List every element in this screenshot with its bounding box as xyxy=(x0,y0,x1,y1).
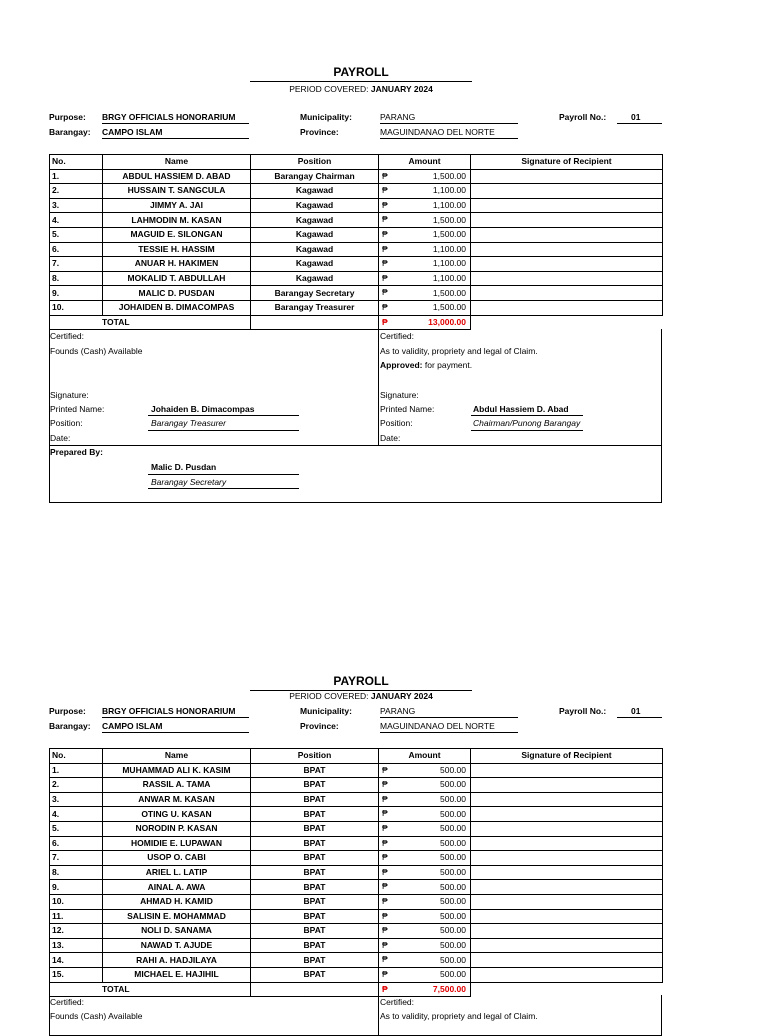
treasurer-position-line xyxy=(148,430,299,431)
amount-cell xyxy=(379,169,471,184)
table-row xyxy=(50,271,663,286)
province-label: Province: xyxy=(300,127,339,137)
amount-cell xyxy=(379,909,471,924)
amount-value: 500.00 xyxy=(440,852,466,863)
approved-line xyxy=(380,360,472,370)
total-amount: 7,500.00 xyxy=(432,983,466,994)
table-row xyxy=(50,821,663,836)
amount-value: 500.00 xyxy=(440,837,466,848)
recipient-position: Kagawad xyxy=(251,257,379,272)
recipient-position: BPAT xyxy=(251,880,379,895)
total-position-cell xyxy=(251,315,379,330)
peso-sign: ₱ xyxy=(382,983,388,994)
signature-cell[interactable] xyxy=(471,909,663,924)
signature-cell[interactable] xyxy=(471,924,663,939)
chairman-name: Abdul Hassiem D. Abad xyxy=(473,404,569,414)
recipient-position: BPAT xyxy=(251,792,379,807)
recipient-position: BPAT xyxy=(251,836,379,851)
table-row xyxy=(50,763,663,778)
amount-value: 1,500.00 xyxy=(432,170,466,181)
recipient-position: Barangay Chairman xyxy=(251,169,379,184)
purpose-value: BRGY OFFICIALS HONORARIUM xyxy=(102,112,249,124)
title-underline xyxy=(250,81,472,82)
header-no: No. xyxy=(50,155,103,170)
province-value: MAGUINDANAO DEL NORTE xyxy=(380,127,518,139)
recipient-name: AHMAD H. KAMID xyxy=(103,894,251,909)
recipient-position: BPAT xyxy=(251,953,379,968)
recipient-name: ANWAR M. KASAN xyxy=(103,792,251,807)
amount-cell xyxy=(379,851,471,866)
secretary-position-line xyxy=(148,488,299,489)
amount-cell xyxy=(379,880,471,895)
barangay-label: Barangay: xyxy=(49,721,91,731)
payroll-no-label: Payroll No.: xyxy=(559,706,607,716)
payroll-title: PAYROLL xyxy=(333,674,389,688)
signature-cell[interactable] xyxy=(471,807,663,822)
secretary-name: Malic D. Pusdan xyxy=(151,462,217,472)
recipient-position: BPAT xyxy=(251,778,379,793)
amount-cell xyxy=(379,778,471,793)
amount-cell xyxy=(379,227,471,242)
row-number: 1. xyxy=(50,169,103,184)
peso-sign: ₱ xyxy=(382,895,388,906)
amount-value: 1,500.00 xyxy=(432,302,466,313)
amount-value: 500.00 xyxy=(440,764,466,775)
recipient-position: Kagawad xyxy=(251,184,379,199)
row-number: 2. xyxy=(50,778,103,793)
amount-cell xyxy=(379,836,471,851)
peso-sign: ₱ xyxy=(382,316,388,327)
peso-sign: ₱ xyxy=(382,199,388,210)
row-number: 3. xyxy=(50,792,103,807)
signature-cell[interactable] xyxy=(471,213,663,228)
payroll-no-value: 01 xyxy=(617,706,662,718)
peso-sign: ₱ xyxy=(382,939,388,950)
payroll-no-value: 01 xyxy=(617,112,662,124)
peso-sign: ₱ xyxy=(382,243,388,254)
recipient-name: HUSSAIN T. SANGCULA xyxy=(103,184,251,199)
amount-cell xyxy=(379,286,471,301)
right-certified: Certified: xyxy=(380,997,415,1007)
recipient-name: RAHI A. HADJILAYA xyxy=(103,953,251,968)
signature-cell[interactable] xyxy=(471,286,663,301)
row-number: 13. xyxy=(50,938,103,953)
row-number: 12. xyxy=(50,924,103,939)
row-number: 8. xyxy=(50,865,103,880)
recipient-name: HOMIDIE E. LUPAWAN xyxy=(103,836,251,851)
amount-cell xyxy=(379,763,471,778)
recipient-name: MAGUID E. SILONGAN xyxy=(103,227,251,242)
recipient-position: BPAT xyxy=(251,924,379,939)
recipient-name: NOLI D. SANAMA xyxy=(103,924,251,939)
left-certified: Certified: xyxy=(50,331,85,341)
row-number: 8. xyxy=(50,271,103,286)
left-certified: Certified: xyxy=(50,997,85,1007)
header-position: Position xyxy=(251,155,379,170)
amount-value: 500.00 xyxy=(440,808,466,819)
prepared-by-label: Prepared By: xyxy=(50,447,103,457)
table-row xyxy=(50,924,663,939)
amount-value: 500.00 xyxy=(440,779,466,790)
right-date-label: Date: xyxy=(380,433,401,443)
total-label-text: TOTAL xyxy=(102,983,130,994)
payroll-rows xyxy=(50,169,663,330)
peso-sign: ₱ xyxy=(382,779,388,790)
signature-cell[interactable] xyxy=(471,763,663,778)
table-row xyxy=(50,184,663,199)
signature-cell[interactable] xyxy=(471,821,663,836)
purpose-value: BRGY OFFICIALS HONORARIUM xyxy=(102,706,249,718)
approved-text: for payment. xyxy=(422,360,473,370)
table-row xyxy=(50,909,663,924)
header-position: Position xyxy=(251,749,379,764)
header-signature: Signature of Recipient xyxy=(471,155,663,170)
left-position-label: Position: xyxy=(50,418,83,428)
period-covered xyxy=(250,691,472,701)
amount-value: 500.00 xyxy=(440,881,466,892)
recipient-position: BPAT xyxy=(251,763,379,778)
signature-cell[interactable] xyxy=(471,967,663,982)
row-number: 4. xyxy=(50,807,103,822)
municipality-label: Municipality: xyxy=(300,112,352,122)
recipient-position: Barangay Secretary xyxy=(251,286,379,301)
amount-value: 1,100.00 xyxy=(432,200,466,211)
table-row xyxy=(50,792,663,807)
amount-cell xyxy=(379,213,471,228)
amount-cell xyxy=(379,924,471,939)
signature-cell[interactable] xyxy=(471,938,663,953)
header-amount: Amount xyxy=(379,155,471,170)
table-row xyxy=(50,807,663,822)
peso-sign: ₱ xyxy=(382,287,388,298)
amount-value: 1,100.00 xyxy=(432,258,466,269)
recipient-name: MOKALID T. ABDULLAH xyxy=(103,271,251,286)
signature-cell[interactable] xyxy=(471,851,663,866)
amount-value: 500.00 xyxy=(440,925,466,936)
peso-sign: ₱ xyxy=(382,170,388,181)
total-amount-cell xyxy=(379,315,471,330)
recipient-name: LAHMODIN M. KASAN xyxy=(103,213,251,228)
row-number: 11. xyxy=(50,909,103,924)
recipient-position: Kagawad xyxy=(251,213,379,228)
recipient-position: Kagawad xyxy=(251,227,379,242)
right-printed-name-label: Printed Name: xyxy=(380,404,435,414)
amount-value: 1,100.00 xyxy=(432,273,466,284)
amount-value: 500.00 xyxy=(440,867,466,878)
amount-value: 500.00 xyxy=(440,969,466,980)
table-row xyxy=(50,967,663,982)
peso-sign: ₱ xyxy=(382,837,388,848)
amount-value: 500.00 xyxy=(440,910,466,921)
peso-sign: ₱ xyxy=(382,185,388,196)
total-blank xyxy=(471,315,663,330)
recipient-position: Kagawad xyxy=(251,271,379,286)
signature-cell[interactable] xyxy=(471,257,663,272)
treasurer-name-line xyxy=(148,415,299,416)
amount-value: 500.00 xyxy=(440,954,466,965)
right-position-label: Position: xyxy=(380,418,413,428)
peso-sign: ₱ xyxy=(382,764,388,775)
signature-cell[interactable] xyxy=(471,880,663,895)
amount-value: 500.00 xyxy=(440,940,466,951)
recipient-position: BPAT xyxy=(251,909,379,924)
period-label: PERIOD COVERED: xyxy=(289,691,371,701)
municipality-value: PARANG xyxy=(380,706,518,718)
amount-cell xyxy=(379,807,471,822)
amount-value: 500.00 xyxy=(440,794,466,805)
row-number: 3. xyxy=(50,198,103,213)
amount-cell xyxy=(379,894,471,909)
municipality-value: PARANG xyxy=(380,112,518,124)
table-row xyxy=(50,213,663,228)
table-row xyxy=(50,227,663,242)
peso-sign: ₱ xyxy=(382,214,388,225)
peso-sign: ₱ xyxy=(382,301,388,312)
peso-sign: ₱ xyxy=(382,925,388,936)
recipient-name: SALISIN E. MOHAMMAD xyxy=(103,909,251,924)
barangay-label: Barangay: xyxy=(49,127,91,137)
recipient-name: MUHAMMAD ALI K. KASIM xyxy=(103,763,251,778)
certification-divider xyxy=(378,995,379,1035)
purpose-label: Purpose: xyxy=(49,112,86,122)
total-label-text: TOTAL xyxy=(102,316,130,327)
recipient-position: Kagawad xyxy=(251,198,379,213)
secretary-name-line xyxy=(148,474,299,475)
row-number: 9. xyxy=(50,286,103,301)
row-number: 9. xyxy=(50,880,103,895)
recipient-position: BPAT xyxy=(251,807,379,822)
signature-cell[interactable] xyxy=(471,894,663,909)
peso-sign: ₱ xyxy=(382,258,388,269)
purpose-label: Purpose: xyxy=(49,706,86,716)
row-number: 15. xyxy=(50,967,103,982)
table-row xyxy=(50,851,663,866)
barangay-value: CAMPO ISLAM xyxy=(102,127,249,139)
amount-cell xyxy=(379,300,471,315)
recipient-name: MALIC D. PUSDAN xyxy=(103,286,251,301)
validity-text: As to validity, propriety and legal of Claim. xyxy=(380,346,538,356)
row-number: 10. xyxy=(50,300,103,315)
table-row xyxy=(50,938,663,953)
amount-cell xyxy=(379,938,471,953)
table-row xyxy=(50,169,663,184)
table-row xyxy=(50,880,663,895)
recipient-name: OTING U. KASAN xyxy=(103,807,251,822)
funds-available: Founds (Cash) Available xyxy=(50,346,143,356)
header-signature: Signature of Recipient xyxy=(471,749,663,764)
amount-value: 500.00 xyxy=(440,823,466,834)
peso-sign: ₱ xyxy=(382,968,388,979)
table-row xyxy=(50,778,663,793)
header-name: Name xyxy=(103,749,251,764)
peso-sign: ₱ xyxy=(382,866,388,877)
header-amount: Amount xyxy=(379,749,471,764)
header-name: Name xyxy=(103,155,251,170)
recipient-name: AINAL A. AWA xyxy=(103,880,251,895)
peso-sign: ₱ xyxy=(382,910,388,921)
signature-cell[interactable] xyxy=(471,169,663,184)
row-number: 4. xyxy=(50,213,103,228)
recipient-position: BPAT xyxy=(251,967,379,982)
amount-value: 1,100.00 xyxy=(432,243,466,254)
recipient-position: Kagawad xyxy=(251,242,379,257)
signature-cell[interactable] xyxy=(471,778,663,793)
recipient-name: ARIEL L. LATIP xyxy=(103,865,251,880)
row-number: 6. xyxy=(50,242,103,257)
amount-cell xyxy=(379,865,471,880)
amount-cell xyxy=(379,967,471,982)
peso-sign: ₱ xyxy=(382,272,388,283)
table-row xyxy=(50,198,663,213)
chairman-position-line xyxy=(471,430,583,431)
total-label xyxy=(50,315,251,330)
recipient-name: MICHAEL E. HAJIHIL xyxy=(103,967,251,982)
row-number: 14. xyxy=(50,953,103,968)
row-number: 2. xyxy=(50,184,103,199)
amount-value: 1,500.00 xyxy=(432,287,466,298)
period-value: JANUARY 2024 xyxy=(370,691,433,701)
amount-value: 1,100.00 xyxy=(432,185,466,196)
row-number: 1. xyxy=(50,763,103,778)
table-row xyxy=(50,836,663,851)
signature-cell[interactable] xyxy=(471,836,663,851)
row-number: 5. xyxy=(50,821,103,836)
row-number: 7. xyxy=(50,257,103,272)
amount-cell xyxy=(379,953,471,968)
period-label: PERIOD COVERED: xyxy=(289,84,371,94)
table-row xyxy=(50,242,663,257)
amount-cell xyxy=(379,821,471,836)
payroll-table xyxy=(49,154,663,330)
municipality-label: Municipality: xyxy=(300,706,352,716)
signature-cell[interactable] xyxy=(471,792,663,807)
secretary-position: Barangay Secretary xyxy=(151,477,227,487)
amount-value: 500.00 xyxy=(440,896,466,907)
recipient-name: JIMMY A. JAI xyxy=(103,198,251,213)
row-number: 7. xyxy=(50,851,103,866)
funds-available: Founds (Cash) Available xyxy=(50,1011,143,1021)
recipient-name: TESSIE H. HASSIM xyxy=(103,242,251,257)
peso-sign: ₱ xyxy=(382,954,388,965)
validity-text: As to validity, propriety and legal of Claim. xyxy=(380,1011,538,1021)
row-number: 5. xyxy=(50,227,103,242)
amount-cell xyxy=(379,271,471,286)
signature-cell[interactable] xyxy=(471,242,663,257)
period-covered xyxy=(250,84,472,94)
peso-sign: ₱ xyxy=(382,793,388,804)
row-number: 6. xyxy=(50,836,103,851)
total-row xyxy=(50,315,663,330)
chairman-name-line xyxy=(471,415,583,416)
table-row xyxy=(50,894,663,909)
table-row xyxy=(50,953,663,968)
recipient-name: JOHAIDEN B. DIMACOMPAS xyxy=(103,300,251,315)
recipient-name: ABDUL HASSIEM D. ABAD xyxy=(103,169,251,184)
amount-value: 1,500.00 xyxy=(432,229,466,240)
right-signature-label: Signature: xyxy=(380,390,419,400)
peso-sign: ₱ xyxy=(382,808,388,819)
period-value: JANUARY 2024 xyxy=(370,84,433,94)
payroll-no-label: Payroll No.: xyxy=(559,112,607,122)
amount-value: 1,500.00 xyxy=(432,214,466,225)
recipient-position: BPAT xyxy=(251,894,379,909)
recipient-position: BPAT xyxy=(251,865,379,880)
province-label: Province: xyxy=(300,721,339,731)
signature-cell[interactable] xyxy=(471,865,663,880)
recipient-name: ANUAR H. HAKIMEN xyxy=(103,257,251,272)
payroll-title: PAYROLL xyxy=(333,65,389,79)
peso-sign: ₱ xyxy=(382,852,388,863)
left-date-label: Date: xyxy=(50,433,71,443)
recipient-position: BPAT xyxy=(251,821,379,836)
table-row xyxy=(50,300,663,315)
recipient-name: USOP O. CABI xyxy=(103,851,251,866)
signature-cell[interactable] xyxy=(471,953,663,968)
certification-divider xyxy=(378,329,379,445)
recipient-name: RASSIL A. TAMA xyxy=(103,778,251,793)
total-amount: 13,000.00 xyxy=(428,316,466,327)
peso-sign: ₱ xyxy=(382,822,388,833)
signature-cell[interactable] xyxy=(471,227,663,242)
prepared-divider xyxy=(49,445,662,446)
recipient-position: Barangay Treasurer xyxy=(251,300,379,315)
right-certified: Certified: xyxy=(380,331,415,341)
chairman-position: Chairman/Punong Barangay xyxy=(473,418,581,428)
amount-cell xyxy=(379,198,471,213)
signature-cell[interactable] xyxy=(471,271,663,286)
amount-cell xyxy=(379,184,471,199)
left-signature-label: Signature: xyxy=(50,390,89,400)
signature-cell[interactable] xyxy=(471,198,663,213)
left-printed-name-label: Printed Name: xyxy=(50,404,105,414)
row-number: 10. xyxy=(50,894,103,909)
recipient-position: BPAT xyxy=(251,851,379,866)
approved-label: Approved: xyxy=(380,360,423,370)
amount-cell xyxy=(379,792,471,807)
table-row xyxy=(50,286,663,301)
payroll-rows xyxy=(50,763,663,997)
table-row xyxy=(50,865,663,880)
barangay-value: CAMPO ISLAM xyxy=(102,721,249,733)
signature-cell[interactable] xyxy=(471,184,663,199)
recipient-position: BPAT xyxy=(251,938,379,953)
peso-sign: ₱ xyxy=(382,881,388,892)
province-value: MAGUINDANAO DEL NORTE xyxy=(380,721,518,733)
recipient-name: NAWAD T. AJUDE xyxy=(103,938,251,953)
treasurer-position: Barangay Treasurer xyxy=(151,418,226,428)
treasurer-name: Johaiden B. Dimacompas xyxy=(151,404,255,414)
signature-cell[interactable] xyxy=(471,300,663,315)
amount-cell xyxy=(379,257,471,272)
payroll-table xyxy=(49,748,663,997)
amount-cell xyxy=(379,242,471,257)
header-no: No. xyxy=(50,749,103,764)
recipient-name: NORODIN P. KASAN xyxy=(103,821,251,836)
peso-sign: ₱ xyxy=(382,228,388,239)
table-row xyxy=(50,257,663,272)
